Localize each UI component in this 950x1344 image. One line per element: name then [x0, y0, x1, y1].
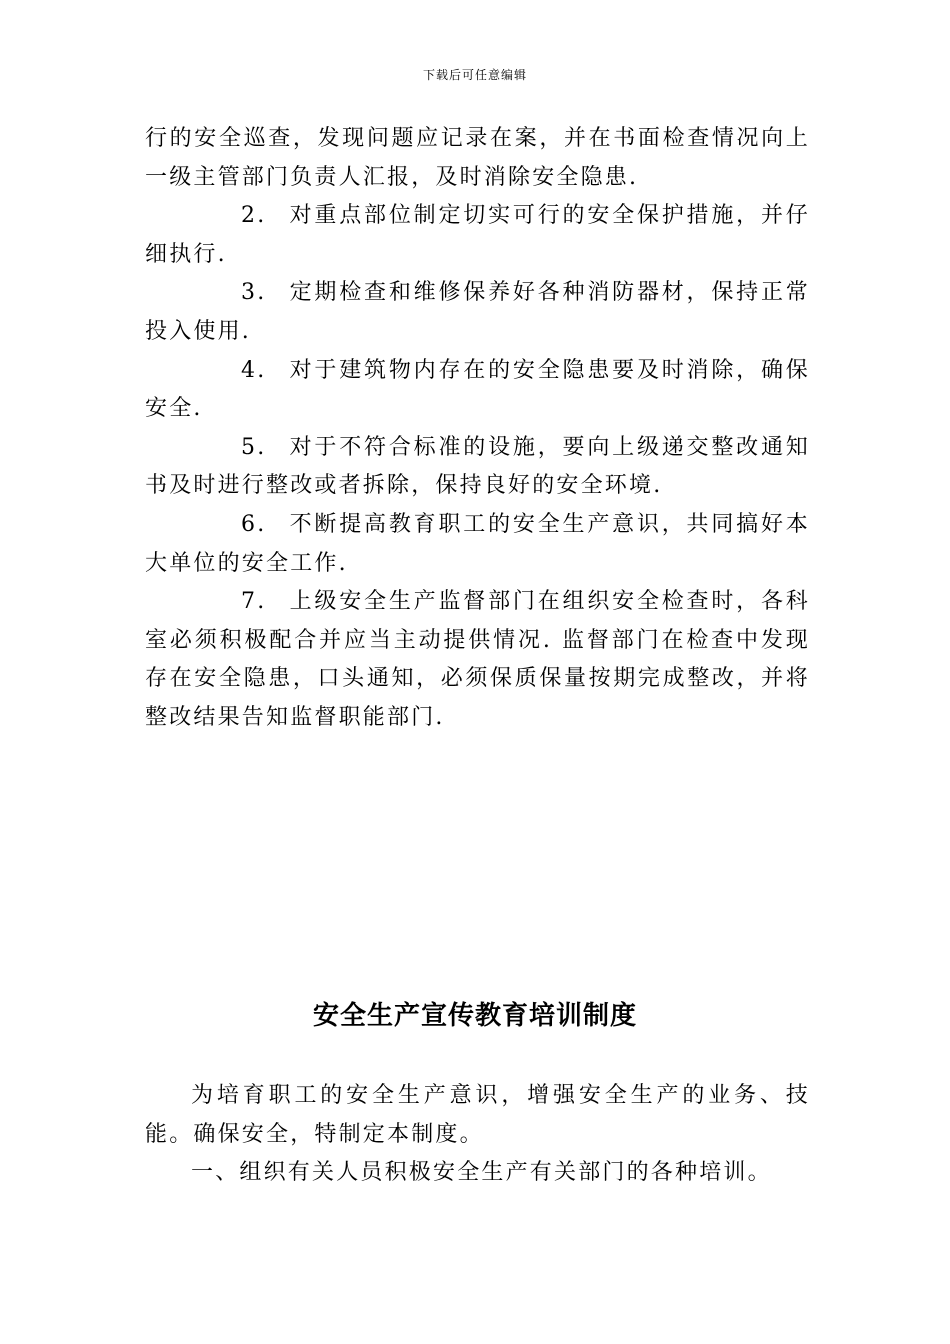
list-item-5: [145, 429, 810, 506]
top-paragraph: 行的安全巡查，发现问题应记录在案，并在书面检查情况向上一级主管部门负责人汇报，及时消除安全隐患.: [145, 126, 810, 190]
section-title: 安全生产宣传教育培训制度: [312, 1001, 637, 1031]
item-text: 对于不符合标准的设施，要向上级递交整改通知书及时进行整改或者拆除，保持良好的安全环境.: [145, 434, 810, 499]
item-number: 5.: [241, 434, 267, 460]
clause-1: 一、组织有关人员积极安全生产有关部门的各种培训。: [191, 1160, 772, 1186]
item-number: 2.: [241, 203, 267, 229]
item-text: 对于建筑物内存在的安全隐患要及时消除，确保安全.: [145, 357, 810, 422]
policy-text-block: [145, 1077, 810, 1193]
item-number: 3.: [241, 280, 267, 306]
item-number: 7.: [241, 589, 267, 615]
list-item-7: [145, 583, 810, 737]
item-number: 4.: [241, 357, 267, 383]
item-text: 上级安全生产监督部门在组织安全检查时，各科室必须积极配合并应当主动提供情况. 监督部门在检查中发现存在安全隐患，口头通知，必须保质保量按期完成整改，并将整改结果告知监督职能部门.: [145, 589, 810, 730]
list-item-2: [145, 197, 810, 274]
intro-paragraph: 为培育职工的安全生产意识，增强安全生产的业务、技能。确保安全，特制定本制度。: [145, 1083, 810, 1147]
list-item-6: [145, 506, 810, 583]
list-item-3: [145, 274, 810, 351]
header-note: 下载后可任意编辑: [422, 68, 527, 82]
item-text: 不断提高教育职工的安全生产意识，共同搞好本大单位的安全工作.: [145, 511, 810, 576]
list-item-4: [145, 352, 810, 429]
item-text: 对重点部位制定切实可行的安全保护措施，并仔细执行.: [145, 203, 810, 267]
item-text: 定期检查和维修保养好各种消防器材，保持正常投入使用.: [145, 280, 810, 344]
main-text-block: [145, 120, 810, 738]
item-number: 6.: [241, 511, 267, 537]
